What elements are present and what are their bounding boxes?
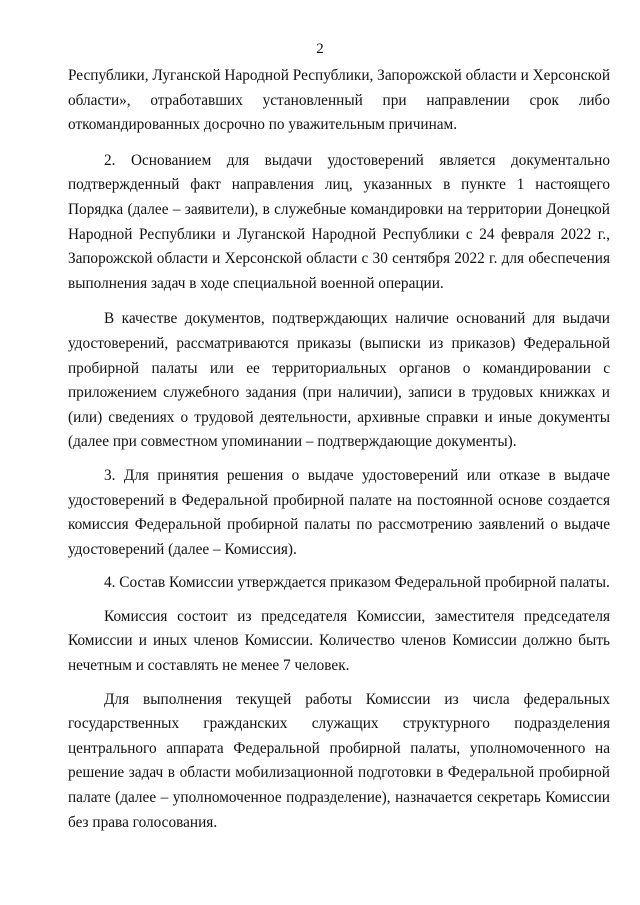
paragraph-commission-composition: Комиссия состоит из председателя Комиссии, заместителя председателя Комиссии и иных членов Комиссии. Количество членов Комиссии должно быть нечетным и составлять не менее 7 человек. xyxy=(68,607,610,675)
paragraph-continuation: Республики, Луганской Народной Республики, Запорожской области и Херсонской области», отработавших установленный при направлении срок либо откомандированных досрочно по уважительным причинам. xyxy=(68,67,610,134)
paragraph-item-2: 2. Основанием для выдачи удостоверений является документально подтвержденный факт направления лиц, указанных в пункте 1 настоящего Порядка (далее – заявители), в служебные командировки на территории Донецкой Народной Республики и Луганской Народной Республики с 24 февраля 2022 г., Запорожской области и Херсонской области с 30 сентября 2022 г. для обеспечения выполнения задач в ходе специальной военной операции. xyxy=(68,151,610,292)
paragraph-commission-secretary: Для выполнения текущей работы Комиссии из числа федеральных государственных гражданских служащих структурного подразделения центрального аппарата Федеральной пробирной палаты, уполномоченного на решение задач в области мобилизационной подготовки в Федеральной пробирной палате (далее – уполномоченное подразделение), назначается секретарь Комиссии без права голосования. xyxy=(68,690,610,831)
paragraph-item-3: 3. Для принятия решения о выдаче удостоверений или отказе в выдаче удостоверений в Федеральной пробирной палате на постоянной основе создается комиссия Федеральной пробирной палаты по рассмотрению заявлений о выдаче удостоверений (далее – Комиссия). xyxy=(68,466,610,558)
page-number: 2 xyxy=(316,41,324,57)
paragraph-supporting-documents: В качестве документов, подтверждающих наличие оснований для выдачи удостоверений, рассматриваются приказы (выписки из приказов) Федеральной пробирной палаты или ее территориальных органов о командировании с приложением служебного задания (при наличии), записи в трудовых книжках и (или) сведениях о трудовой деятельности, архивные справки и иные документы (далее при совместном упоминании – подтверждающие документы). xyxy=(68,310,610,451)
document-body xyxy=(68,64,610,835)
paragraph-item-4: 4. Состав Комиссии утверждается приказом Федеральной пробирной палаты. xyxy=(104,574,610,592)
